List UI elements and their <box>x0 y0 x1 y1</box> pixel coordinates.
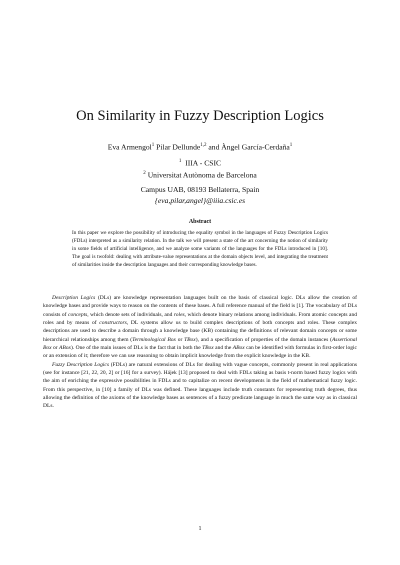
text-run: (FDLs) are natural extensions of DLs for dealing with vague concepts, commonly present in real applications (see for instance [21, 22, 20, 2] or [16] for a survey). Hájek [13] proposed to deal with FDLs taking as basis t-norm based fuzzy logics with the aim of enriching the expressive possibilities in FDLs and to capitalize on recent developments in the field of mathematical fuzzy logic. From this perspective, in [10] a family of DLs was defined. These languages include truth constants for representing truth degrees, thus allowing the definition of the axioms of the knowledge bases as sentences of a fuzzy predicate language in much the same way as in classical DLs. <box>43 361 357 410</box>
page-number: 1 <box>198 526 202 532</box>
authors-line <box>0 140 400 153</box>
emphasis-text: Assertional Box <box>43 336 357 352</box>
text-run: , DL systems allow us to build complex descriptions of both concepts and roles. These complex descriptions are used to describe a domain through a knowledge base (KB) containing the definitions of relevant domain concepts or some hierarchical relationships among them ( <box>43 320 358 343</box>
emphasis-text: ABox <box>59 345 71 352</box>
text-run: ), and a specification of properties of the domain instances ( <box>195 336 332 343</box>
email: {eva,pilar,angel}@iiia.csic.es <box>154 195 246 205</box>
paragraph <box>43 294 357 361</box>
text-run: ). One of the main issues of DLs is the fact that in both the <box>70 345 203 352</box>
emphasis-text: concepts <box>68 311 88 318</box>
emphasis-text: TBox <box>184 336 196 343</box>
emphasis-text: ABox <box>232 345 245 352</box>
affiliation-name: IIIA - CSIC <box>185 158 222 168</box>
text-run: , which denote binary relations among individuals. From atomic concepts and roles and by means of <box>43 311 358 327</box>
author-name: and Àngel García-Cerdaña <box>206 142 290 152</box>
address: Campus UAB, 08193 Bellaterra, Spain <box>140 184 260 194</box>
text-run: or <box>51 345 60 352</box>
emphasis-text: constructors <box>99 320 127 327</box>
abstract-text: In this paper we explore the possibility of introducing the equality symbol in the languages of Fuzzy Description Logics (FDLs) interpreted as a similarity relation. In the talk we will present a state of the art concerning the notion of similarity in some fields of artificial intelligence, and we analyze some variants of the languages for the FDLs introduced in [10]. The goal is twofold: dealing with attribute-value representations at the domain objects level, and integrating the treatment of similarities inside the description languages and their corresponding knowledge bases. <box>72 230 328 268</box>
affiliation-1 <box>0 156 400 169</box>
paper-title: On Similarity in Fuzzy Description Logics <box>76 108 324 124</box>
emphasis-text: Description Logics <box>52 295 96 301</box>
emphasis-text: TBox <box>202 345 214 352</box>
author-mark: 1 <box>289 143 293 148</box>
abstract-heading: Abstract <box>188 219 212 225</box>
paragraph <box>43 361 357 411</box>
text-run: can be identified with formulas in first-order logic or an extension of it; therefore we can use reasoning to obtain implicit knowledge from the explicit knowledge in the KB. <box>43 345 357 360</box>
text-run: , which denote sets of individuals, and <box>87 311 174 318</box>
text-run: or <box>175 336 185 343</box>
text-run: and the <box>213 345 233 352</box>
author-block <box>0 140 400 206</box>
author-name: Pilar Dellunde <box>154 142 201 152</box>
text-run: (DLs) are knowledge representation languages built on the basis of classical logic. DLs allow the creation of knowledge bases and provide ways to reason on the contents of these bases. A full reference manual of the field is [1]. The vocabulary of DLs consists of <box>43 295 358 318</box>
emphasis-text: roles <box>173 311 185 318</box>
affiliation-name: Universitat Autònoma de Barcelona <box>147 170 257 180</box>
emphasis-text: Fuzzy Description Logics <box>52 361 109 368</box>
author-mark: 1,2 <box>200 143 207 148</box>
author-mark: 1 <box>151 143 155 148</box>
affiliation-mark: 2 <box>143 171 146 177</box>
emphasis-text: Terminological Box <box>132 336 176 343</box>
author-name: Eva Armengol <box>107 142 152 152</box>
affiliation-mark: 1 <box>178 158 182 164</box>
affiliation-2 <box>0 168 400 181</box>
body-text <box>43 294 357 411</box>
